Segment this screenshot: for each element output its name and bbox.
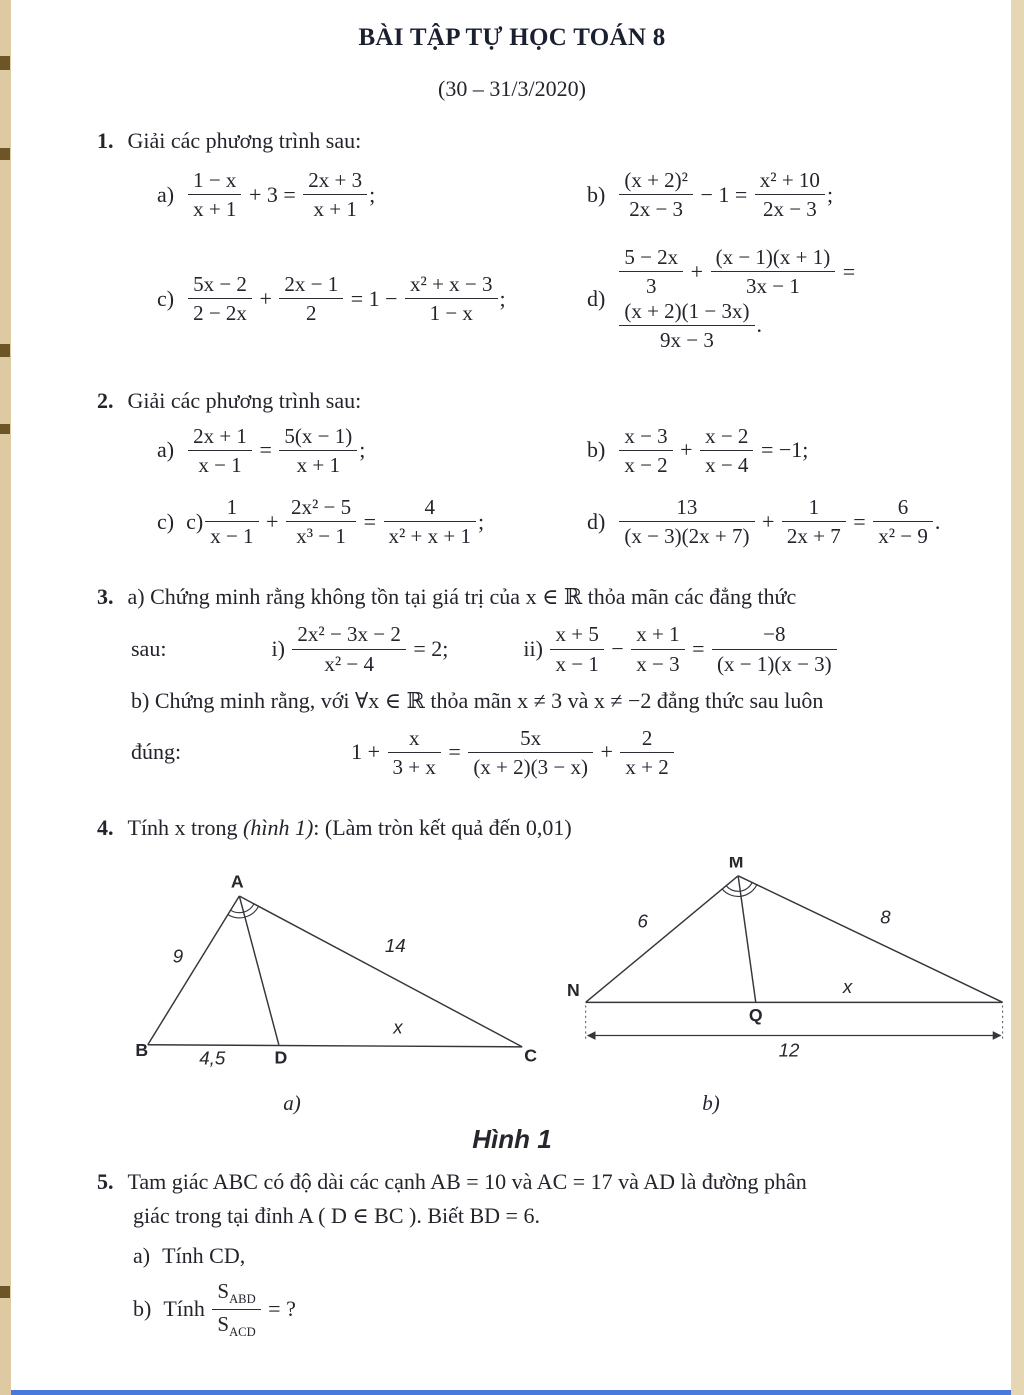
equation-math: $\frac{5x - 2}{2 - 2x}$ + $\frac{2x - 1}{2}$ = 1 − $\frac{\text{x² + x − 3}}{1 - x}$ ;	[186, 272, 506, 325]
equation-label: b)	[587, 181, 606, 207]
problem-number: 4.	[97, 814, 114, 840]
problem-2-equations	[157, 424, 988, 549]
figure-a-caption: a)	[283, 1090, 301, 1115]
vertex-label-n: N	[567, 980, 580, 1001]
scan-artifact	[0, 424, 10, 434]
equation-label: d)	[587, 285, 606, 311]
equation-math: $\frac{5 - 2x}{3}$ + $\frac{(x - 1)(x + 1)}{3x - 1}$ = $\frac{(x + 2)(1 - 3x)}{9x - 3}$ .	[617, 245, 988, 352]
problem-1-heading	[97, 128, 988, 154]
figure-b-svg	[567, 857, 1013, 1073]
equation-3ii: ii) $\frac{x + 5}{x - 1}$ − $\frac{x + 1}{x - 3}$ = $\frac{-8}{(x - 1)(x - 3)}$	[523, 622, 838, 675]
equation-2b	[587, 424, 988, 477]
problem-5-line2: giác trong tại đỉnh A ( D ∈ BC ). Biết BD = 6.	[133, 1203, 540, 1229]
length-label-bd: 4,5	[199, 1047, 226, 1069]
problem-4	[97, 815, 988, 841]
problem-5-line1: Tam giác ABC có độ dài các cạnh AB = 10 và AC = 17 và AD là đường phân	[127, 1168, 807, 1194]
problem-3-sau: sau:	[131, 636, 167, 662]
item-text: Tính CD,	[162, 1243, 246, 1269]
problem-5	[97, 1165, 988, 1340]
problem-5-item-a	[133, 1239, 988, 1273]
equation-math: $\frac{1 - x}{x + 1}$ + 3 = $\frac{2x + 3}{x + 1}$ ;	[186, 168, 375, 221]
problem-number: 3.	[97, 584, 114, 610]
figure-b-caption: b)	[702, 1090, 720, 1115]
problem-5-heading	[97, 1165, 988, 1199]
equation-label: c)	[157, 285, 175, 311]
figure-a	[127, 873, 543, 1079]
problem-2-heading	[97, 388, 988, 414]
equation-3b: 1 + $\frac{x}{3 + x}$ = $\frac{5x}{(x + 2)(3 - x)}$ + $\frac{2}{x + 2}$	[351, 726, 676, 779]
problem-5-item-b	[133, 1279, 988, 1339]
item-label: a)	[133, 1243, 151, 1269]
equation-3i: i) $\frac{\text{2x² − 3x − 2}}{\text{x² − 4}}$ = 2;	[271, 622, 449, 676]
vertex-label-m: M	[728, 856, 744, 872]
figure-captions	[127, 1091, 1024, 1116]
length-label-mr: 8	[880, 906, 891, 928]
side-nm	[586, 876, 738, 1003]
page-title: BÀI TẬP TỰ HỌC TOÁN 8	[358, 24, 666, 51]
problem-1-equations	[157, 168, 988, 352]
equation-2a	[157, 424, 587, 477]
cevian-ad	[239, 896, 279, 1045]
equation-label: c)	[157, 508, 175, 534]
vertex-label-d: D	[274, 1047, 288, 1068]
equation-math: $\frac{\text{(x + 2)²}}{2x - 3}$ − 1 = $\frac{\text{x² + 10}}{2x - 3}$ ;	[617, 168, 833, 221]
problem-4-text	[128, 815, 572, 841]
length-label-ab: 9	[172, 945, 184, 967]
equation-math: $\frac{2x + 1}{x - 1}$ = $\frac{5(x - 1)}{x + 1}$ ;	[186, 424, 365, 477]
vertex-label-c: C	[524, 1045, 538, 1066]
problem-3-heading	[97, 584, 988, 610]
vertex-label-b: B	[135, 1040, 149, 1061]
equation-label: b)	[587, 437, 606, 463]
length-label-dc: x	[393, 1016, 403, 1038]
side-mr	[738, 876, 1002, 1003]
length-label-ac: 14	[384, 935, 406, 957]
item-label: b)	[133, 1296, 152, 1322]
equation-math: $\frac{x - 3}{x - 2}$ + $\frac{x - 2}{x - 4}$ = −1;	[617, 424, 808, 477]
document-header	[0, 0, 1024, 102]
problem-4-text-italic: (hình 1)	[243, 814, 314, 840]
scan-artifact	[0, 148, 10, 160]
equation-1d	[587, 245, 988, 352]
figure-title: Hình 1	[472, 1123, 552, 1154]
item-math: Tính $\frac{S_{ABD}}{S_{ACD}}$ = ?	[163, 1279, 296, 1340]
length-label-total: 12	[778, 1039, 800, 1061]
scan-artifact	[0, 344, 10, 357]
problem-number: 1.	[97, 128, 114, 153]
equation-2d	[587, 495, 988, 548]
side-ab	[148, 896, 240, 1045]
equation-math: c) $\frac{1}{x - 1}$ + $\frac{\text{2x² − 5}}{\text{x³ − 1}}$ = $\frac{4}{\text{x² + x + 1}}$ ;	[186, 495, 485, 549]
vertex-label-a: A	[230, 872, 244, 892]
figure-row	[127, 857, 1024, 1079]
problem-3-part-a-line2	[131, 622, 988, 675]
problem-3-part-a-text: a) Chứng minh rằng không tồn tại giá trị của x ∈ ℝ thỏa mãn các đẳng thức	[127, 584, 797, 610]
scan-artifact	[0, 1286, 10, 1298]
figure-a-svg	[127, 873, 543, 1073]
problem-3-dung: đúng:	[131, 739, 182, 765]
problem-1	[97, 128, 988, 352]
side-ac	[239, 896, 522, 1047]
vertex-label-q: Q	[748, 1004, 763, 1025]
problem-2	[97, 388, 988, 549]
problem-3-part-b-line2	[131, 726, 988, 779]
equation-label: a)	[157, 437, 175, 463]
scan-edge-left	[0, 0, 11, 1395]
equation-math: $\frac{13}{(x - 3)(2x + 7)}$ + $\frac{1}{2x + 7}$ = $\frac{6}{\text{x² − 9}}$ .	[617, 495, 940, 548]
triangle-mn	[586, 876, 1003, 1003]
problem-heading-text: Giải các phương trình sau:	[127, 387, 362, 413]
equation-label: d)	[587, 508, 606, 534]
equation-1b	[587, 168, 988, 221]
scan-edge-bottom	[11, 1390, 1011, 1395]
triangle-abc	[148, 896, 522, 1047]
problem-heading-text: Giải các phương trình sau:	[127, 128, 362, 153]
equation-1c	[157, 272, 587, 325]
problem-3	[97, 584, 988, 779]
problem-4-text-post: : (Làm tròn kết quả đến 0,01)	[313, 814, 572, 840]
equation-label: a)	[157, 181, 175, 207]
length-label-nm: 6	[637, 910, 648, 932]
length-label-x: x	[842, 975, 853, 997]
problem-4-text-pre: Tính x trong	[127, 814, 243, 840]
problem-3-part-b-text: b) Chứng minh rằng, với ∀x ∈ ℝ thỏa mãn x ≠ 3 và x ≠ −2 đẳng thức sau luôn	[131, 687, 824, 713]
problem-number: 5.	[97, 1168, 114, 1194]
equation-1a	[157, 168, 587, 221]
page-subtitle: (30 – 31/3/2020)	[438, 76, 586, 101]
figure-b	[567, 857, 1013, 1079]
scan-artifact	[0, 56, 10, 70]
problem-4-heading	[97, 815, 988, 841]
equation-2c	[157, 495, 587, 548]
problem-number: 2.	[97, 387, 114, 413]
scan-edge-right	[1011, 0, 1024, 1395]
